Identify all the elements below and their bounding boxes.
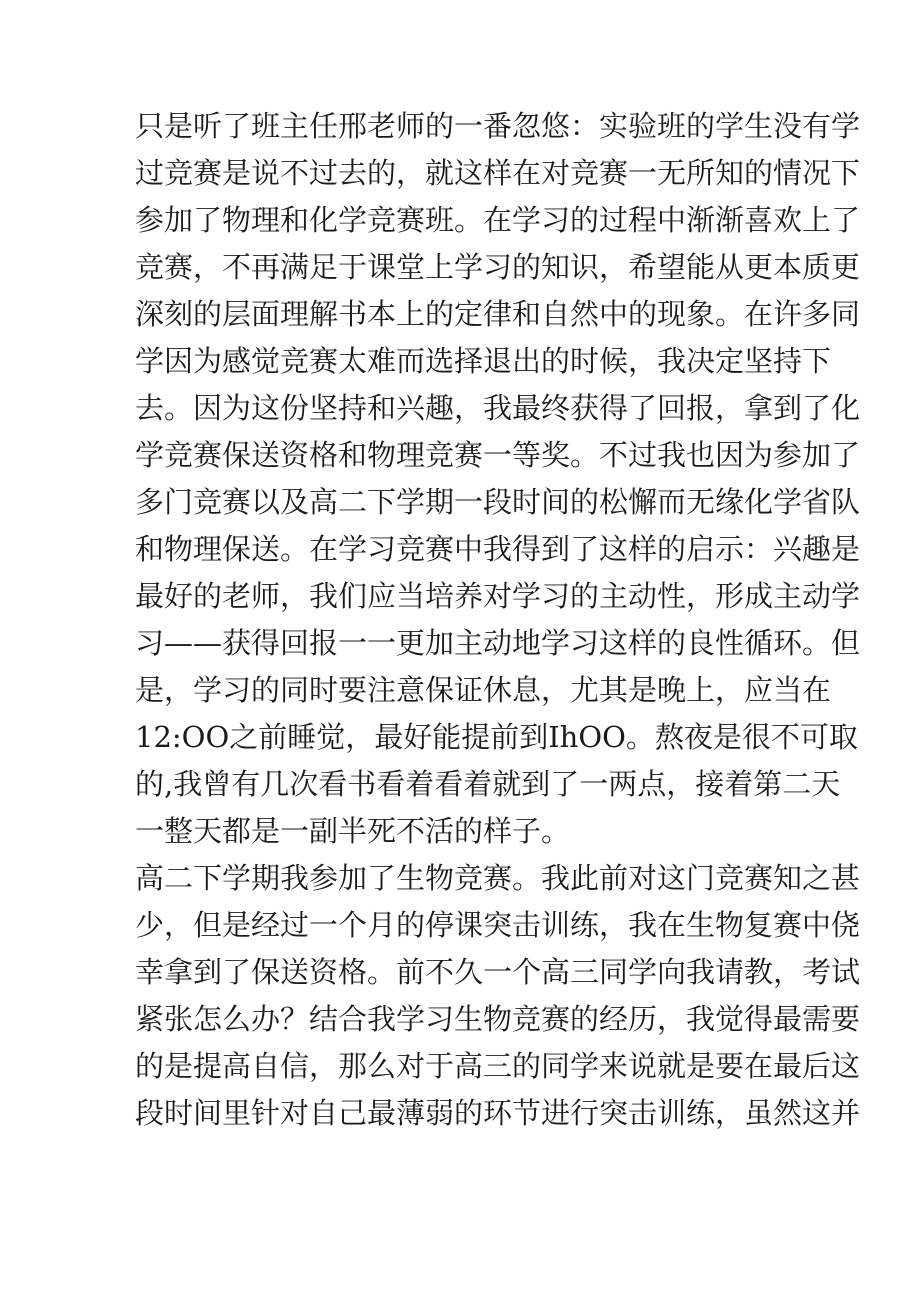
- text-line: 去。因为这份坚持和兴趣，我最终获得了回报，拿到了化: [135, 391, 861, 425]
- text-line: 最好的老师，我们应当培养对学习的主动性，形成主动学: [135, 579, 861, 613]
- text-line: 的,我曾有几次看书看着看着就到了一两点，接着第二天: [135, 767, 841, 801]
- text-line: 是，学习的同时要注意保证休息，尤其是晚上，应当在: [135, 673, 832, 707]
- text-line: 段时间里针对自己最薄弱的环节进行突击训练，虽然这并: [135, 1096, 861, 1130]
- text-line: 深刻的层面理解书本上的定律和自然中的现象。在许多同: [135, 297, 861, 331]
- text-line: 学因为感觉竞赛太难而选择退出的时候，我决定坚持下: [135, 344, 832, 378]
- text-line: 参加了物理和化学竞赛班。在学习的过程中渐渐喜欢上了: [135, 203, 861, 237]
- body-text: [135, 103, 861, 1137]
- text-line: 一整天都是一副半死不活的样子。: [135, 814, 571, 848]
- text-line: 习——获得回报一一更加主动地学习这样的良性循环。但: [135, 626, 861, 660]
- text-line: 12:OO之前睡觉，最好能提前到IhOO。熬夜是很不可取: [135, 720, 858, 754]
- text-line: 的是提高自信，那么对于高三的同学来说就是要在最后这: [135, 1049, 861, 1083]
- text-line: 竞赛，不再满足于课堂上学习的知识，希望能从更本质更: [135, 250, 861, 284]
- text-line: 少，但是经过一个月的停课突击训练，我在生物复赛中侥: [135, 908, 861, 942]
- text-line: 紧张怎么办？结合我学习生物竞赛的经历，我觉得最需要: [135, 1002, 861, 1036]
- text-line: 和物理保送。在学习竞赛中我得到了这样的启示：兴趣是: [135, 532, 861, 566]
- text-line: 过竞赛是说不过去的，就这样在对竞赛一无所知的情况下: [135, 156, 861, 190]
- text-line: 学竞赛保送资格和物理竞赛一等奖。不过我也因为参加了: [135, 438, 861, 472]
- text-line: 多门竞赛以及高二下学期一段时间的松懈而无缘化学省队: [135, 485, 861, 519]
- text-line: 幸拿到了保送资格。前不久一个高三同学向我请教，考试: [135, 955, 861, 989]
- text-line: 高二下学期我参加了生物竞赛。我此前对这门竞赛知之甚: [135, 861, 861, 895]
- text-line: 只是听了班主任邢老师的一番忽悠：实验班的学生没有学: [135, 109, 861, 143]
